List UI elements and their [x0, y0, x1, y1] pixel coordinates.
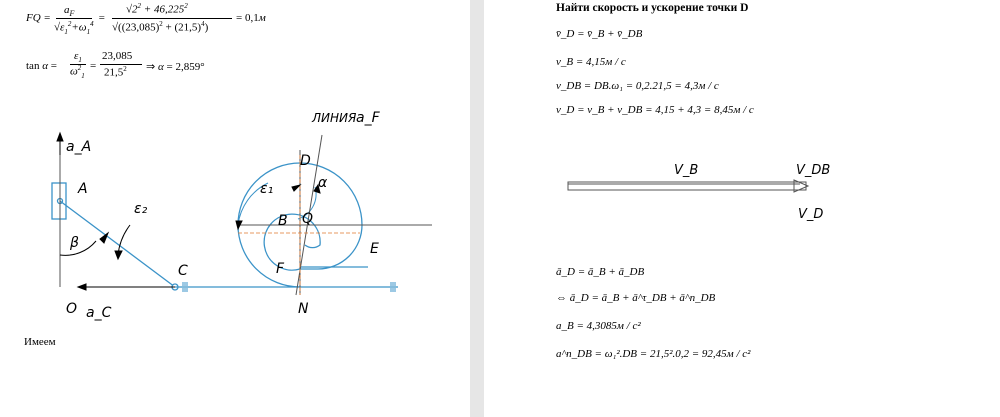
- label-vdb: V_DB: [796, 163, 831, 178]
- svg-text:a_C: a_C: [86, 305, 112, 321]
- a-line-1: ā_D = ā_B + ā_DB: [556, 266, 645, 278]
- velocity-bar: [568, 182, 806, 190]
- svg-text:A: A: [78, 181, 88, 197]
- svg-text:ЛИНИЯ: ЛИНИЯ: [312, 111, 357, 125]
- v-line-4: v_D = v_B + v_DB = 4,15 + 4,3 = 8,45м / с: [556, 104, 754, 116]
- svg-text:ε₂: ε₂: [134, 201, 148, 217]
- label-vb: V_B: [674, 163, 699, 178]
- svg-text:C: C: [178, 263, 188, 279]
- svg-text:E: E: [370, 241, 379, 257]
- a-line-3: a_B = 4,3085м / с²: [556, 320, 641, 332]
- v-line-3: v_DB = DB.ω₁ = 0,2.21,5 = 4,3м / с: [556, 80, 719, 92]
- page-gap: [470, 0, 484, 417]
- section-title: Найти скорость и ускорение точки D: [556, 2, 749, 14]
- a-line-2: ⇔ ā_D = ā_B + ā^τ_DB + ā^n_DB: [556, 292, 716, 304]
- svg-text:α: α: [318, 175, 328, 191]
- svg-text:N: N: [298, 301, 309, 317]
- svg-text:Q: Q: [302, 211, 314, 227]
- document-page-right: [484, 0, 1000, 417]
- svg-text:D: D: [300, 153, 311, 169]
- a-line-4: a^n_DB = ω₁².DB = 21,5².0,2 = 92,45м / с²: [556, 348, 751, 360]
- v-line-2: v_B = 4,15м / с: [556, 56, 626, 68]
- svg-text:ε₁: ε₁: [260, 181, 274, 197]
- velocity-diagram: [484, 150, 1000, 230]
- label-a-a: a_A: [66, 139, 92, 155]
- mechanism-diagram: [0, 95, 470, 335]
- svg-text:B: B: [278, 213, 288, 229]
- svg-text:a_F: a_F: [356, 110, 380, 126]
- document-page-left: FQ = $a_F$ $√\varepsilon_1^2+\omega_1^4$ = $√2^2 + 46,225^2$ $√((23,085)^2 + (21,5)^4)$ = 0,1м tan α = $\varepsilon_1$ $\omega^2_1$ = 23,085 21,5$^2$ ⇒ α = 2,859° a_A A β ε₂ C O a_C ЛИНИЯ a_F D ε₁ α B Q E F N Имеем: [0, 0, 470, 417]
- note-text: Имеем: [24, 336, 56, 348]
- svg-text:β: β: [70, 235, 79, 251]
- svg-text:O: O: [66, 301, 78, 317]
- v-line-1: v̄_D = v̄_B + v̄_DB: [556, 28, 643, 40]
- svg-text:F: F: [276, 261, 285, 277]
- label-vd: V_D: [798, 207, 824, 222]
